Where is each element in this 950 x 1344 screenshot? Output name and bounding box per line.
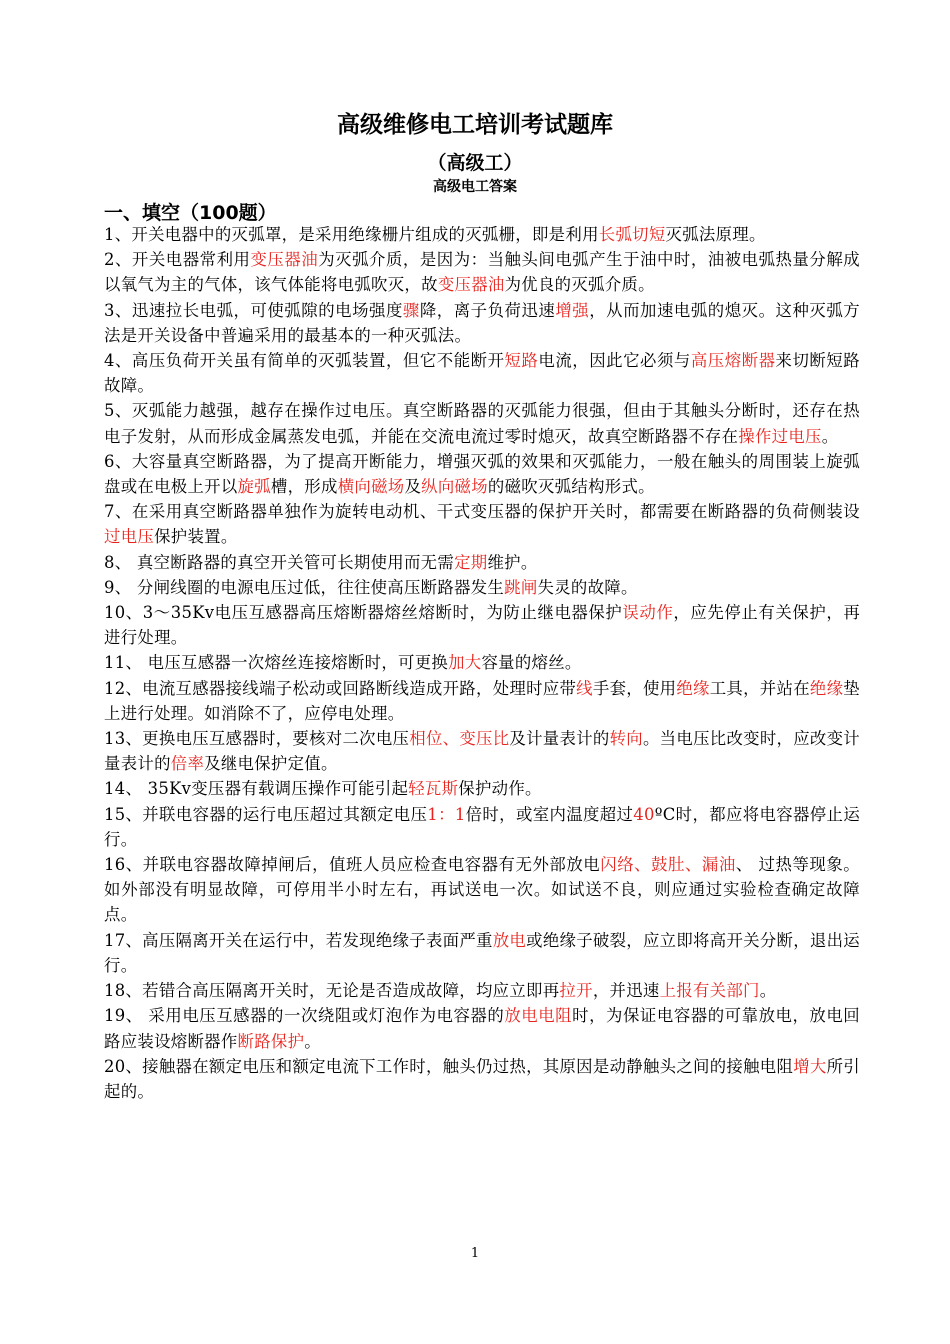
question-text: 20、接触器在额定电压和额定电流下工作时，触头仍过热，其原因是动静触头之间的接触电阻 bbox=[104, 1056, 794, 1076]
answer-text: 40 bbox=[633, 804, 655, 824]
question-item bbox=[104, 575, 860, 600]
question-item bbox=[104, 499, 860, 549]
question-text: 时，为保证电容器的可靠放电，放电回路应装设熔断器作 bbox=[104, 1006, 860, 1051]
question-text: 17、高压隔离开关在运行中，若发现绝缘子表面严重 bbox=[104, 930, 493, 950]
question-text: 或绝缘子破裂，应立即将高开关分断，退出运行。 bbox=[104, 930, 860, 975]
answer-text: 加大 bbox=[448, 653, 482, 673]
question-text: 4、高压负荷开关虽有简单的灭弧装置，但它不能断开 bbox=[104, 351, 505, 371]
question-text: 5、灭弧能力越强，越存在操作过电压。真空断路器的灭弧能力很强，但由于其触头分断时，还存在热电子发射，从而形成金属蒸发电弧，并能在交流电流过零时熄灭，故真空断路器不存在 bbox=[104, 401, 860, 446]
page-subtitle: （高级工） bbox=[427, 152, 523, 174]
question-text: 。 bbox=[759, 981, 777, 1001]
question-text: 3、迅速拉长电弧，可使弧隙的电场强度 bbox=[104, 300, 403, 320]
answer-text: 增大 bbox=[793, 1056, 827, 1076]
question-text: 灭弧法原理。 bbox=[665, 225, 766, 244]
answer-text: 线 bbox=[576, 678, 593, 698]
question-text: 12、电流互感器接线端子松动或回路断线造成开路，处理时应带 bbox=[104, 678, 577, 698]
answer-text: 跳闸 bbox=[504, 577, 538, 597]
question-text: 。当电压比改变时，应改变计量表计的 bbox=[104, 729, 860, 774]
section-heading: 一、填空（100题） bbox=[104, 202, 277, 224]
question-item bbox=[104, 650, 860, 675]
question-text: ，并迅速 bbox=[592, 981, 660, 1001]
question-text: 维护。 bbox=[487, 552, 538, 572]
question-text: 2、开关电器常利用 bbox=[104, 250, 251, 270]
question-item bbox=[104, 1003, 860, 1053]
question-text: 15、并联电容器的运行电压超过其额定电压 bbox=[104, 804, 428, 824]
question-item bbox=[104, 449, 860, 499]
question-text: 1、开关电器中的灭弧罩，是采用绝缘栅片组成的灭弧栅，即是利用 bbox=[104, 225, 599, 244]
question-text: 降，离子负荷迅速 bbox=[419, 300, 556, 320]
question-text: 工具，并站在 bbox=[709, 678, 810, 698]
question-text: 13、更换电压互感器时，要核对二次电压 bbox=[104, 729, 410, 749]
question-text: 及继电保护定值。 bbox=[204, 754, 338, 774]
question-text: 保护装置。 bbox=[154, 527, 238, 547]
answer-text: 转向 bbox=[609, 729, 643, 749]
answer-text: 误动作 bbox=[622, 603, 674, 623]
question-text: 的磁吹灭弧结构形式。 bbox=[487, 477, 655, 497]
answer-note: 高级电工答案 bbox=[433, 179, 517, 195]
question-text: 容量的熔丝。 bbox=[481, 653, 582, 673]
question-item bbox=[104, 348, 860, 398]
question-text: 19、 采用电压互感器的一次绕阻或灯泡作为电容器的 bbox=[104, 1006, 505, 1026]
question-text: 16、并联电容器故障掉闸后，值班人员应检查电容器有无外部放电 bbox=[104, 855, 601, 875]
question-text: 6、大容量真空断路器，为了提高开断能力，增强灭弧的效果和灭弧能力，一般在触头的周围装上旋弧盘或在电极上开以 bbox=[104, 451, 860, 497]
answer-text: 骤 bbox=[402, 300, 420, 320]
answer-text: 闪络、鼓肚、漏油 bbox=[600, 855, 736, 875]
answer-text: 长弧切短 bbox=[598, 225, 666, 244]
question-text: ，应先停止有关保护，再进行处理。 bbox=[104, 603, 861, 648]
question-item bbox=[104, 676, 860, 726]
question-text: 。 bbox=[821, 426, 839, 446]
question-item bbox=[104, 802, 860, 852]
answer-text: 放电 bbox=[492, 930, 527, 950]
question-text: 槽，形成 bbox=[270, 477, 338, 497]
question-text: 为灭弧介质，是因为：当触头间电弧产生于油中时，油被电弧热量分解成以氧气为主的气体，该气体能将电弧吹灭，故 bbox=[104, 250, 860, 295]
question-text: 电流，因此它必须与 bbox=[538, 351, 691, 371]
answer-text: 放电电阻 bbox=[504, 1006, 573, 1026]
answer-text: 拉开 bbox=[559, 981, 593, 1001]
question-item bbox=[104, 600, 860, 650]
answer-text: 相位、变压比 bbox=[409, 729, 510, 749]
answer-text: 1：1 bbox=[427, 804, 466, 824]
question-text: 失灵的故障。 bbox=[537, 577, 638, 597]
answer-text: 倍率 bbox=[170, 754, 205, 774]
page-title: 高级维修电工培训考试题库 bbox=[337, 112, 613, 138]
question-item bbox=[104, 298, 860, 348]
answer-text: 变压器油 bbox=[437, 275, 505, 295]
question-text: 倍时，或室内温度超过 bbox=[465, 804, 634, 824]
question-text: 垫上进行处理。如消除不了，应停电处理。 bbox=[104, 678, 860, 723]
answer-text: 增强 bbox=[555, 300, 590, 320]
question-text: ºC时，都应将电容器停止运行。 bbox=[104, 804, 861, 849]
answer-text: 断路保护 bbox=[237, 1031, 305, 1051]
question-item bbox=[104, 398, 860, 448]
question-text: 为优良的灭弧介质。 bbox=[504, 275, 655, 295]
question-text: 来切断短路故障。 bbox=[104, 351, 860, 396]
answer-text: 绝缘 bbox=[809, 678, 844, 698]
question-text: 、 过热等现象。如外部没有明显故障，可停用半小时左右，再试送电一次。如试送不良，则应通过实验检查确定故障点。 bbox=[104, 855, 860, 925]
question-item bbox=[104, 928, 860, 978]
question-text: 手套，使用 bbox=[592, 678, 677, 698]
question-text: 18、若错合高压隔离开关时，无论是否造成故障，均应立即再 bbox=[104, 981, 560, 1001]
question-text: 及 bbox=[404, 477, 422, 497]
question-list bbox=[104, 222, 860, 1104]
question-item bbox=[104, 222, 860, 247]
answer-text: 短路 bbox=[504, 351, 539, 371]
question-item bbox=[104, 776, 860, 801]
question-text: 。 bbox=[304, 1031, 321, 1051]
question-item bbox=[104, 852, 860, 928]
answer-text: 操作过电压 bbox=[738, 426, 822, 446]
answer-text: 绝缘 bbox=[676, 678, 710, 698]
question-item bbox=[104, 978, 860, 1003]
question-text: 8、 真空断路器的真空开关管可长期使用而无需 bbox=[104, 552, 455, 572]
question-text: 14、 35Kv变压器有载调压操作可能引起 bbox=[104, 779, 409, 799]
answer-text: 高压熔断器 bbox=[690, 351, 776, 371]
answer-text: 纵向磁场 bbox=[421, 477, 488, 497]
question-text: 11、 电压互感器一次熔丝连接熔断时，可更换 bbox=[104, 653, 449, 673]
page-number: 1 bbox=[470, 1246, 480, 1261]
question-item bbox=[104, 1054, 860, 1104]
answer-text: 定期 bbox=[454, 552, 488, 572]
answer-text: 轻瓦斯 bbox=[408, 779, 459, 799]
question-text: 10、3～35Kv电压互感器高压熔断器熔丝熔断时，为防止继电器保护 bbox=[104, 603, 623, 623]
question-item bbox=[104, 550, 860, 575]
answer-text: 旋弧 bbox=[237, 477, 271, 497]
answer-text: 上报有关部门 bbox=[659, 981, 760, 1001]
answer-text: 变压器油 bbox=[250, 250, 319, 270]
question-item bbox=[104, 247, 860, 297]
answer-text: 过电压 bbox=[104, 527, 155, 547]
question-item bbox=[104, 726, 860, 776]
question-text: 7、在采用真空断路器单独作为旋转电动机、干式变压器的保护开关时，都需要在断路器的负荷侧装设 bbox=[104, 502, 860, 522]
answer-text: 横向磁场 bbox=[337, 477, 405, 497]
question-text: 保护动作。 bbox=[458, 779, 542, 799]
question-text: 9、 分闸线圈的电源电压过低，往往使高压断路器发生 bbox=[104, 577, 505, 597]
question-text: 及计量表计的 bbox=[509, 729, 610, 749]
question-text: 所引起的。 bbox=[104, 1056, 860, 1101]
question-text: ，从而加速电弧的熄灭。这种灭弧方法是开关设备中普遍采用的最基本的一种灭弧法。 bbox=[104, 300, 860, 345]
